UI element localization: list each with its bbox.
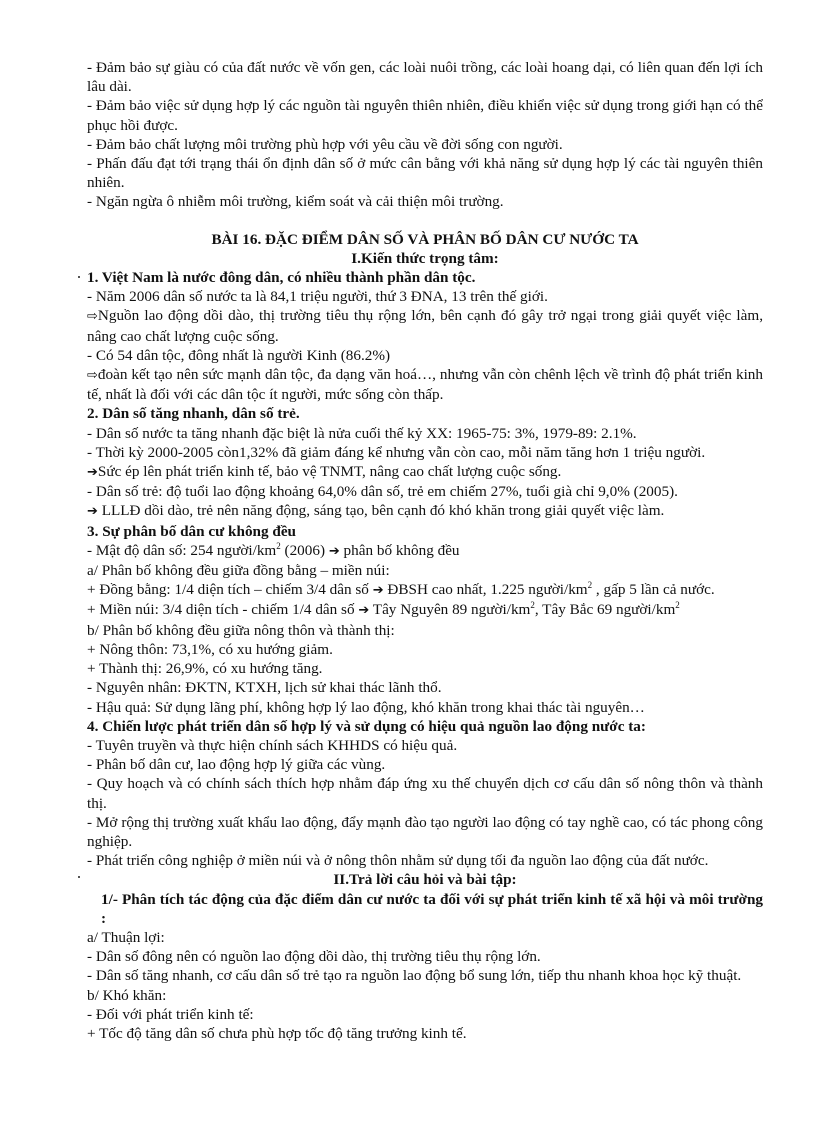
q1-line: + Tốc độ tăng dân số chưa phù hợp tốc độ tăng trưởng kinh tế. [87,1024,467,1042]
s3-line: a/ Phân bố không đều giữa đồng bằng – miền núi: [87,562,390,580]
s2-line: - Dân số trẻ: độ tuổi lao động khoảng 64,0% dân số, trẻ em chiếm 27%, tuổi già chỉ 9,0% (2005). [87,483,678,501]
s3-line: + Thành thị: 26,9%, có xu hướng tăng. [87,660,323,678]
q1-line: a/ Thuận lợi: [87,928,165,946]
part1-title: I.Kiến thức trọng tâm: [351,249,499,267]
section4-heading: 4. Chiến lược phát triển dân số hợp lý và sử dụng có hiệu quả nguồn lao động nước ta: [87,717,646,735]
s4-line: - Tuyên truyền và thực hiện chính sách KHHDS có hiệu quả. [87,736,458,754]
arrow-icon: ⇨ [87,368,98,384]
mountain-line: + Miền núi: 3/4 diện tích - chiếm 1/4 dân số ➔ Tây Nguyên 89 người/$km^2$, Tây Bắc 69 người/$km^2$ [87,600,763,620]
arrow-icon: ➔ [372,583,384,599]
part2-title: II.Trả lời câu hỏi và bài tập: [333,871,517,889]
q1-line: b/ Khó khăn: [87,986,167,1004]
s4-line: - Quy hoạch và có chính sách thích hợp nhằm đáp ứng xu thế chuyển dịch cơ cấu dân số nông thôn và thành thị. [87,775,763,812]
arrow-icon: ➔ [358,603,370,619]
q1-line: - Dân số đông nên có nguồn lao động dồi dào, thị trường tiêu thụ rộng lớn. [87,948,541,966]
intro-bullet: - Ngăn ngừa ô nhiễm môi trường, kiểm soát và cải thiện môi trường. [87,193,504,211]
arrow-icon: ➔ [328,543,340,559]
arrow-icon: ➔ [87,504,98,520]
s1-line: - Có 54 dân tộc, đông nhất là người Kinh (86.2%) [87,346,391,364]
s1-line: - Năm 2006 dân số nước ta là 84,1 triệu người, thứ 3 ĐNA, 13 trên thế giới. [87,288,548,306]
intro-bullet: - Phấn đấu đạt tới trạng thái ổn định dân số ở mức cân bằng với khả năng sử dụng hợp lý các tài nguyên thiên nhiên. [87,155,763,192]
q1-line: - Đối với phát triển kinh tế: [87,1005,254,1023]
section2-heading: 2. Dân số tăng nhanh, dân số trẻ. [87,405,300,423]
arrow-icon: ⇨ [87,309,98,325]
section3-heading: 3. Sự phân bố dân cư không đều [87,522,297,540]
s2-line: ➔ LLLĐ dồi dào, trẻ nên năng động, sáng tạo, bên cạnh đó khó khăn trong giải quyết việc làm. [87,501,763,521]
s4-line: - Phát triển công nghiệp ở miền núi và ở nông thôn nhằm sử dụng tối đa nguồn lao động của đất nước. [87,852,709,870]
s3-line: b/ Phân bố không đều giữa nông thôn và thành thị: [87,621,395,639]
s4-line: - Mở rộng thị trường xuất khẩu lao động, đẩy mạnh đào tạo người lao động có tay nghề cao, có tác phong công nghiệp. [87,813,763,850]
margin-mark [78,876,80,878]
section1-heading: 1. Việt Nam là nước đông dân, có nhiều thành phần dân tộc. [87,269,476,287]
plain-line: + Đồng bằng: 1/4 diện tích – chiếm 3/4 dân số ➔ ĐBSH cao nhất, 1.225 người/$km^2$ , gấp 5 lần cả nước. [87,580,763,600]
intro-bullet: - Đảm bảo sự giàu có của đất nước về vốn gen, các loài nuôi trồng, các loài hoang dại, có liên quan đến lợi ích lâu dài. [87,59,763,96]
s2-line: - Dân số nước ta tăng nhanh đặc biệt là nửa cuối thế kỷ XX: 1965-75: 3%, 1979-89: 2.1%. [87,424,637,442]
document-page [87,58,763,1043]
intro-bullet: - Đảm bảo việc sử dụng hợp lý các nguồn tài nguyên thiên nhiên, điều khiển việc sử dụng trong giới hạn có thể phục hồi được. [87,97,763,134]
s2-line: ➔Sức ép lên phát triển kinh tế, bảo vệ TNMT, nâng cao chất lượng cuộc sống. [87,462,763,482]
s4-line: - Phân bố dân cư, lao động hợp lý giữa các vùng. [87,756,386,774]
arrow-icon: ➔ [87,465,98,481]
s3-line: - Nguyên nhân: ĐKTN, KTXH, lịch sử khai thác lãnh thổ. [87,679,442,697]
question1-title: 1/- Phân tích tác động của đặc điểm dân cư nước ta đối với sự phát triển kinh tế xã hội và môi trường : [101,890,763,927]
s2-line: - Thời kỳ 2000-2005 còn1,32% đã giảm đáng kể nhưng vẫn còn cao, mỗi năm tăng hơn 1 triệu người. [87,443,706,461]
density-line: - Mật độ dân số: 254 người/$km^2$ (2006) ➔ phân bố không đều [87,541,763,561]
s3-line: - Hậu quả: Sử dụng lãng phí, không hợp lý lao động, khó khăn trong khai thác tài nguyên… [87,698,645,716]
q1-line: - Dân số tăng nhanh, cơ cấu dân số trẻ tạo ra nguồn lao động bổ sung lớn, tiếp thu nhanh khoa học kỹ thuật. [87,967,742,985]
s3-line: + Nông thôn: 73,1%, có xu hướng giảm. [87,640,333,658]
s1-line: ⇨Nguồn lao động dồi dào, thị trường tiêu thụ rộng lớn, bên cạnh đó gây trở ngại trong giải quyết việc làm, nâng cao chất lượng cuộc sống. [87,307,763,345]
s1-line: ⇨đoàn kết tạo nên sức mạnh dân tộc, đa dạng văn hoá…, nhưng vẫn còn chênh lệch về trình độ phát triển kinh tế, nhất là đối với các dân tộc ít người, mức sống còn thấp. [87,366,763,404]
margin-mark [78,276,80,278]
intro-bullet: - Đảm bảo chất lượng môi trường phù hợp với yêu cầu về đời sống con người. [87,135,563,153]
lesson-title: BÀI 16. ĐẶC ĐIỂM DÂN SỐ VÀ PHÂN BỐ DÂN CƯ NƯỚC TA [211,230,639,248]
